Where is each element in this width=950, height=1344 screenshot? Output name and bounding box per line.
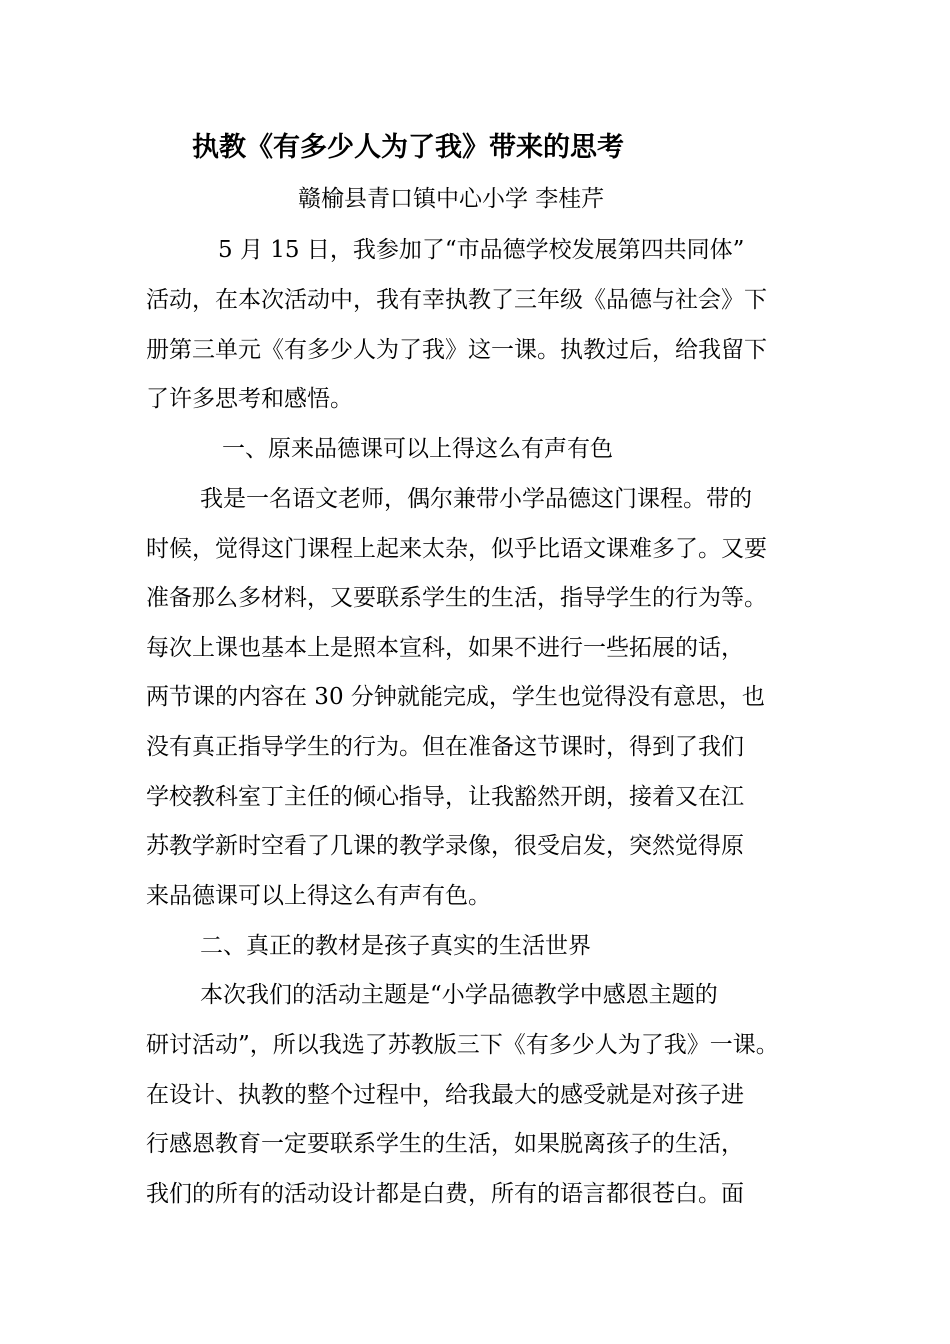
section-heading: 一、原来品德课可以上得这么有声有色 xyxy=(222,436,613,462)
body-line: 每次上课也基本上是照本宣科，如果不进行一些拓展的话， xyxy=(146,635,744,661)
body-line: 我们的所有的活动设计都是白费，所有的语言都很苍白。面 xyxy=(146,1181,744,1207)
document-title: 执教《有多少人为了我》带来的思考 xyxy=(192,132,624,163)
body-line: 时候，觉得这门课程上起来太杂，似乎比语文课难多了。又要 xyxy=(146,536,767,562)
body-line: 研讨活动”，所以我选了苏教版三下《有多少人为了我》一课。 xyxy=(146,1032,779,1058)
body-line: 在设计、执教的整个过程中，给我最大的感受就是对孩子进 xyxy=(146,1082,744,1108)
body-line: 两节课的内容在 30 分钟就能完成，学生也觉得没有意思，也 xyxy=(146,684,765,710)
body-line: 本次我们的活动主题是“小学品德教学中感恩主题的 xyxy=(200,982,718,1008)
body-line: 苏教学新时空看了几课的教学录像，很受启发，突然觉得原 xyxy=(146,833,744,859)
body-line: 准备那么多材料，又要联系学生的生活，指导学生的行为等。 xyxy=(146,585,767,611)
body-line: 5 月 15 日，我参加了“市品德学校发展第四共同体” xyxy=(218,237,745,263)
body-line: 了许多思考和感悟。 xyxy=(146,386,353,412)
body-line: 学校教科室丁主任的倾心指导，让我豁然开朗，接着又在江 xyxy=(146,784,744,810)
body-line: 来品德课可以上得这么有声有色。 xyxy=(146,883,491,909)
author-byline: 赣榆县青口镇中心小学 李桂芹 xyxy=(298,186,605,212)
body-line: 没有真正指导学生的行为。但在准备这节课时，得到了我们 xyxy=(146,734,744,760)
body-line: 活动，在本次活动中，我有幸执教了三年级《品德与社会》下 xyxy=(146,287,767,313)
body-line: 行感恩教育一定要联系学生的生活，如果脱离孩子的生活， xyxy=(146,1131,744,1157)
section-heading: 二、真正的教材是孩子真实的生活世界 xyxy=(200,933,591,959)
body-line: 册第三单元《有多少人为了我》这一课。执教过后，给我留下 xyxy=(146,337,767,363)
body-line: 我是一名语文老师，偶尔兼带小学品德这门课程。带的 xyxy=(200,486,752,512)
